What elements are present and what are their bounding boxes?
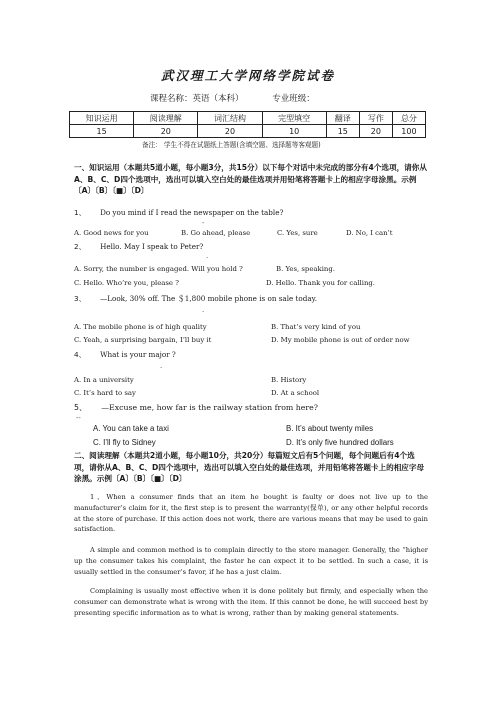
question-number: 1、 [74,208,86,217]
section-2-heading: 二、阅读理解（本题共2道小题，每小题10分，共20分）每篇短文后有5个问题，每个问题后有4个选项，请你从A、B、C、D四个选项中，选出可以填入空白处的最佳选项，并用铅笔将答题卡上的相应字母涂黑。示例〔A〕〔B〕〔■〕〔D〕 [74,451,425,483]
option-a[interactable]: A. The mobile phone is of high quality [74,323,207,331]
score-table [69,111,426,138]
question-2 [74,242,203,252]
answer-blank: . [202,306,205,314]
course-name-label: 课程名称：英语（本科） [150,94,244,104]
score-value-cell: 20 [198,125,262,138]
score-table-values-row [70,125,426,138]
question-number: 5、 [74,403,87,412]
score-header-cell: 总分 [392,112,425,125]
score-value-cell: 20 [134,125,198,138]
exam-title: 武汉理工大学网络学院试卷 [160,68,335,83]
option-d[interactable]: D. Hello. Thank you for calling. [266,279,375,287]
option-b[interactable]: B. It’s about twenty miles [286,424,374,433]
exam-note: 备注： 学生不得在试题纸上答题(含填空题、选择题等客观题) [142,141,321,149]
option-b[interactable]: B. Yes, speaking. [276,265,335,273]
option-c[interactable]: C. Hello. Who’re you, please ? [74,279,179,287]
option-d[interactable]: D. It’s only five hundred dollars [286,438,394,447]
option-c[interactable]: C. Yes, sure [277,229,318,237]
passage-paragraph: 1、When a consumer finds that an item he bought is faulty or does not live up to the manufacturer’s claim for it, the first step is to present the warranty(保单), or any other helpful records at the store of purchase. If this action does not work, there are various means that may be used to gain satisfaction. [74,493,428,534]
score-value-cell: 15 [70,125,134,138]
passage-paragraph: Complaining is usually most effective when it is done politely but firmly, and especially when the consumer can demonstrate what is wrong with the item. If this cannot be done, he will succeed best by presenting specific information as to what is wrong, rather than by making general statements. [74,587,428,617]
option-a[interactable]: A. Sorry, the number is engaged. Will you hold ? [74,265,243,273]
score-header-cell: 完型填空 [262,112,326,125]
question-text: Do you mind if I read the newspaper on the table? [100,208,284,217]
score-value-cell: 20 [359,125,392,138]
option-c[interactable]: C. Yeah, a surprising bargain, I’ll buy it [74,336,212,344]
option-d[interactable]: D. My mobile phone is out of order now [271,336,410,344]
option-a[interactable]: A. In a university [74,376,134,384]
answer-blank: . [160,362,163,370]
score-value-cell: 10 [262,125,326,138]
option-b[interactable]: B. Go ahead, please [181,229,251,237]
score-value-cell: 15 [326,125,359,138]
question-number: 2、 [74,242,86,251]
section-1-heading: 一、知识运用（本题共5道小题，每小题3分，共15分）以下每个对话中未完成的部分有4个选项，请你从A、B、C、D四个选项中，选出可以填入空白处的最佳选项并用铅笔将答题卡上的相应字母涂黑。示例〔A〕〔B〕〔■〕〔D〕 [74,163,427,195]
question-1 [74,208,283,218]
question-text: —Excuse me, how far is the railway station from here? [101,403,318,412]
score-header-cell: 翻译 [326,112,359,125]
question-5 [74,402,318,413]
score-header-cell: 阅读理解 [134,112,198,125]
answer-blank: - [202,219,205,227]
option-c[interactable]: C. I’ll fly to Sidney [93,438,156,447]
answer-blank: . [206,252,209,260]
question-text: —Look, 30% off. The ＄1,800 mobile phone is on sale today. [100,294,318,303]
option-c[interactable]: C. It’s hard to say [74,389,136,397]
score-header-cell: 写作 [359,112,392,125]
option-b[interactable]: B. History [271,376,307,384]
score-header-cell: 词汇结构 [198,112,262,125]
option-d[interactable]: D. At a school [271,389,320,397]
option-b[interactable]: B. That’s very kind of you [271,323,361,331]
class-label: 专业班级： [272,94,315,104]
score-header-cell: 知识运用 [70,112,134,125]
question-text: Hello. May I speak to Peter? [100,242,204,251]
passage-paragraph: A simple and common method is to complain directly to the store manager. Generally, the “higher up the consumer takes his complaint, the faster he can expect it to be settled. In such a case, it is usually settled in the consumer’s favor, if he has a just claim. [74,546,428,576]
option-a[interactable]: A. Good news for you [74,229,149,237]
score-table-header-row [70,112,426,125]
option-d[interactable]: D. No, I can’t [346,229,393,237]
option-a[interactable]: A. You can take a taxi [93,424,169,433]
score-value-cell: 100 [392,125,425,138]
course-info [150,92,341,104]
answer-blank: -- [76,414,81,422]
question-number: 3、 [74,294,86,303]
question-number: 4、 [74,350,86,359]
question-4 [74,350,176,360]
question-text: What is your major ? [100,350,176,359]
question-3 [74,294,317,304]
